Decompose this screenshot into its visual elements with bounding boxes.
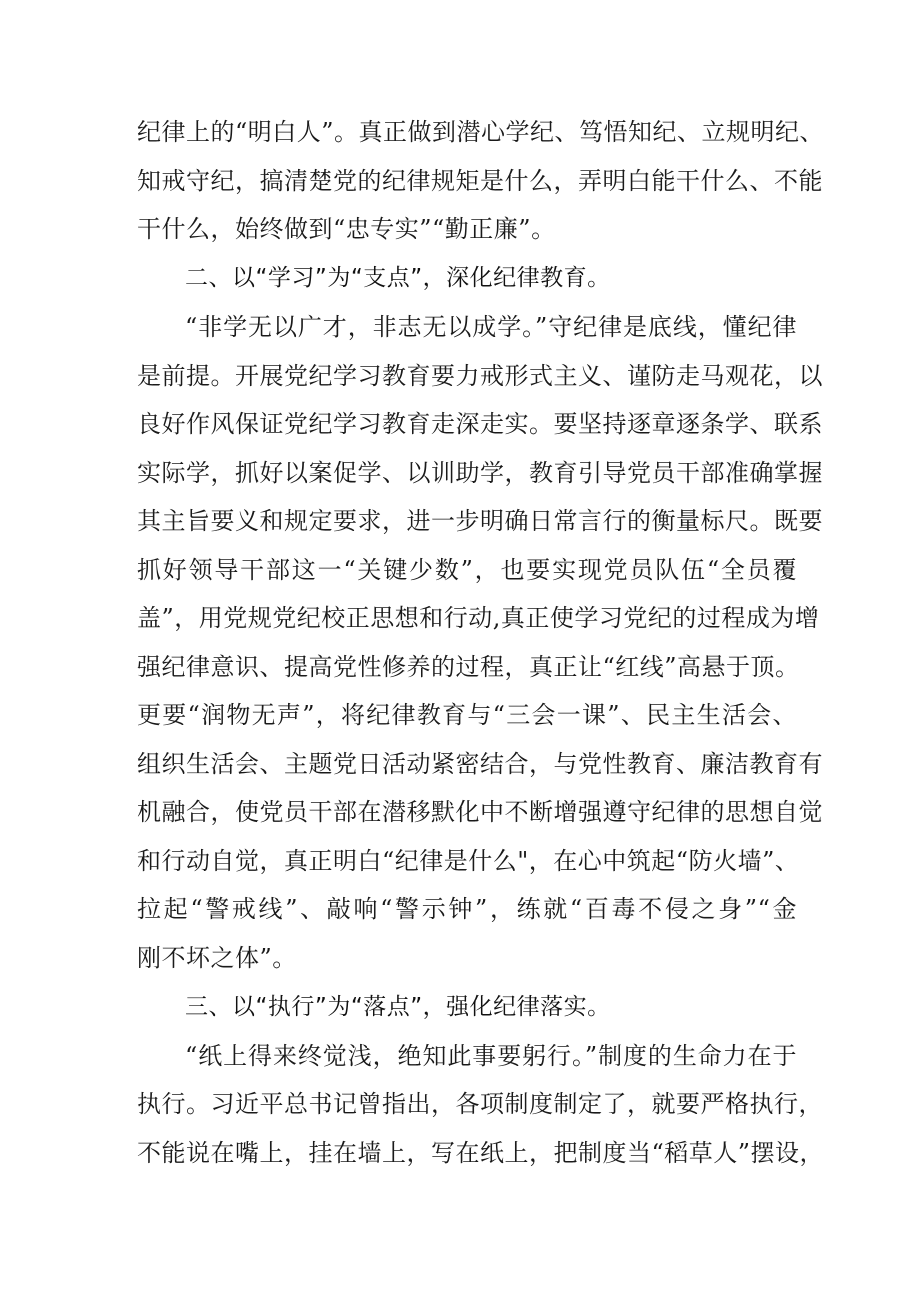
paragraph-2-line-11: 机融合，使党员干部在潜移默化中不断增强遵守纪律的思想自觉 [137, 798, 823, 826]
paragraph-2-line-3: 良好作风保证党纪学习教育走深走实。要坚持逐章逐条学、联系 [137, 410, 823, 438]
paragraph-1-line-3: 干什么，始终做到“忠专实”“勤正廉”。 [137, 215, 556, 243]
paragraph-2-line-8: 强纪律意识、提高党性修养的过程，真正让“红线”高悬于顶。 [137, 653, 800, 681]
paragraph-3-line-2: 执行。习近平总书记曾指出，各项制度制定了，就要严格执行， [137, 1090, 823, 1118]
paragraph-1-line-2: 知戒守纪，搞清楚党的纪律规矩是什么，弄明白能干什么、不能 [137, 167, 823, 195]
paragraph-2-line-10: 组织生活会、主题党日活动紧密结合，与党性教育、廉洁教育有 [137, 750, 823, 778]
paragraph-2-line-7: 盖”，用党规党纪校正思想和行动,真正使学习党纪的过程成为增 [137, 604, 820, 632]
paragraph-1-line-1: 纪律上的“明白人”。真正做到潜心学纪、笃悟知纪、立规明纪、 [137, 118, 825, 146]
section-heading-2: 二、以“学习”为“支点”，深化纪律教育。 [185, 265, 611, 291]
section-heading-3: 三、以“执行”为“落点”，强化纪律落实。 [185, 994, 611, 1020]
paragraph-2-line-9: 更要“润物无声”，将纪律教育与“三会一课”、民主生活会、 [137, 701, 797, 729]
paragraph-2-line-13: 拉起“警戒线”、敲响“警示钟”，练就“百毒不侵之身”“金 [137, 895, 797, 923]
paragraph-3-line-1: “纸上得来终觉浅，绝知此事要躬行。”制度的生命力在于 [185, 1042, 797, 1070]
paragraph-2-line-1: “非学无以广才，非志无以成学。”守纪律是底线，懂纪律 [185, 313, 797, 341]
paragraph-2-line-5: 其主旨要义和规定要求，进一步明确日常言行的衡量标尺。既要 [137, 507, 823, 535]
paragraph-2-line-2: 是前提。开展党纪学习教育要力戒形式主义、谨防走马观花，以 [137, 362, 823, 390]
paragraph-3-line-3: 不能说在嘴上，挂在墙上，写在纸上，把制度当“稻草人”摆设， [137, 1139, 825, 1167]
paragraph-2-line-14: 刚不坏之体”。 [137, 944, 297, 972]
paragraph-2-line-12: 和行动自觉，真正明白“纪律是什么"，在心中筑起“防火墙”、 [137, 847, 800, 875]
paragraph-2-line-6: 抓好领导干部这一“关键少数”，也要实现党员队伍“全员覆 [137, 556, 797, 584]
paragraph-2-line-4: 实际学，抓好以案促学、以训助学，教育引导党员干部准确掌握 [137, 459, 823, 487]
